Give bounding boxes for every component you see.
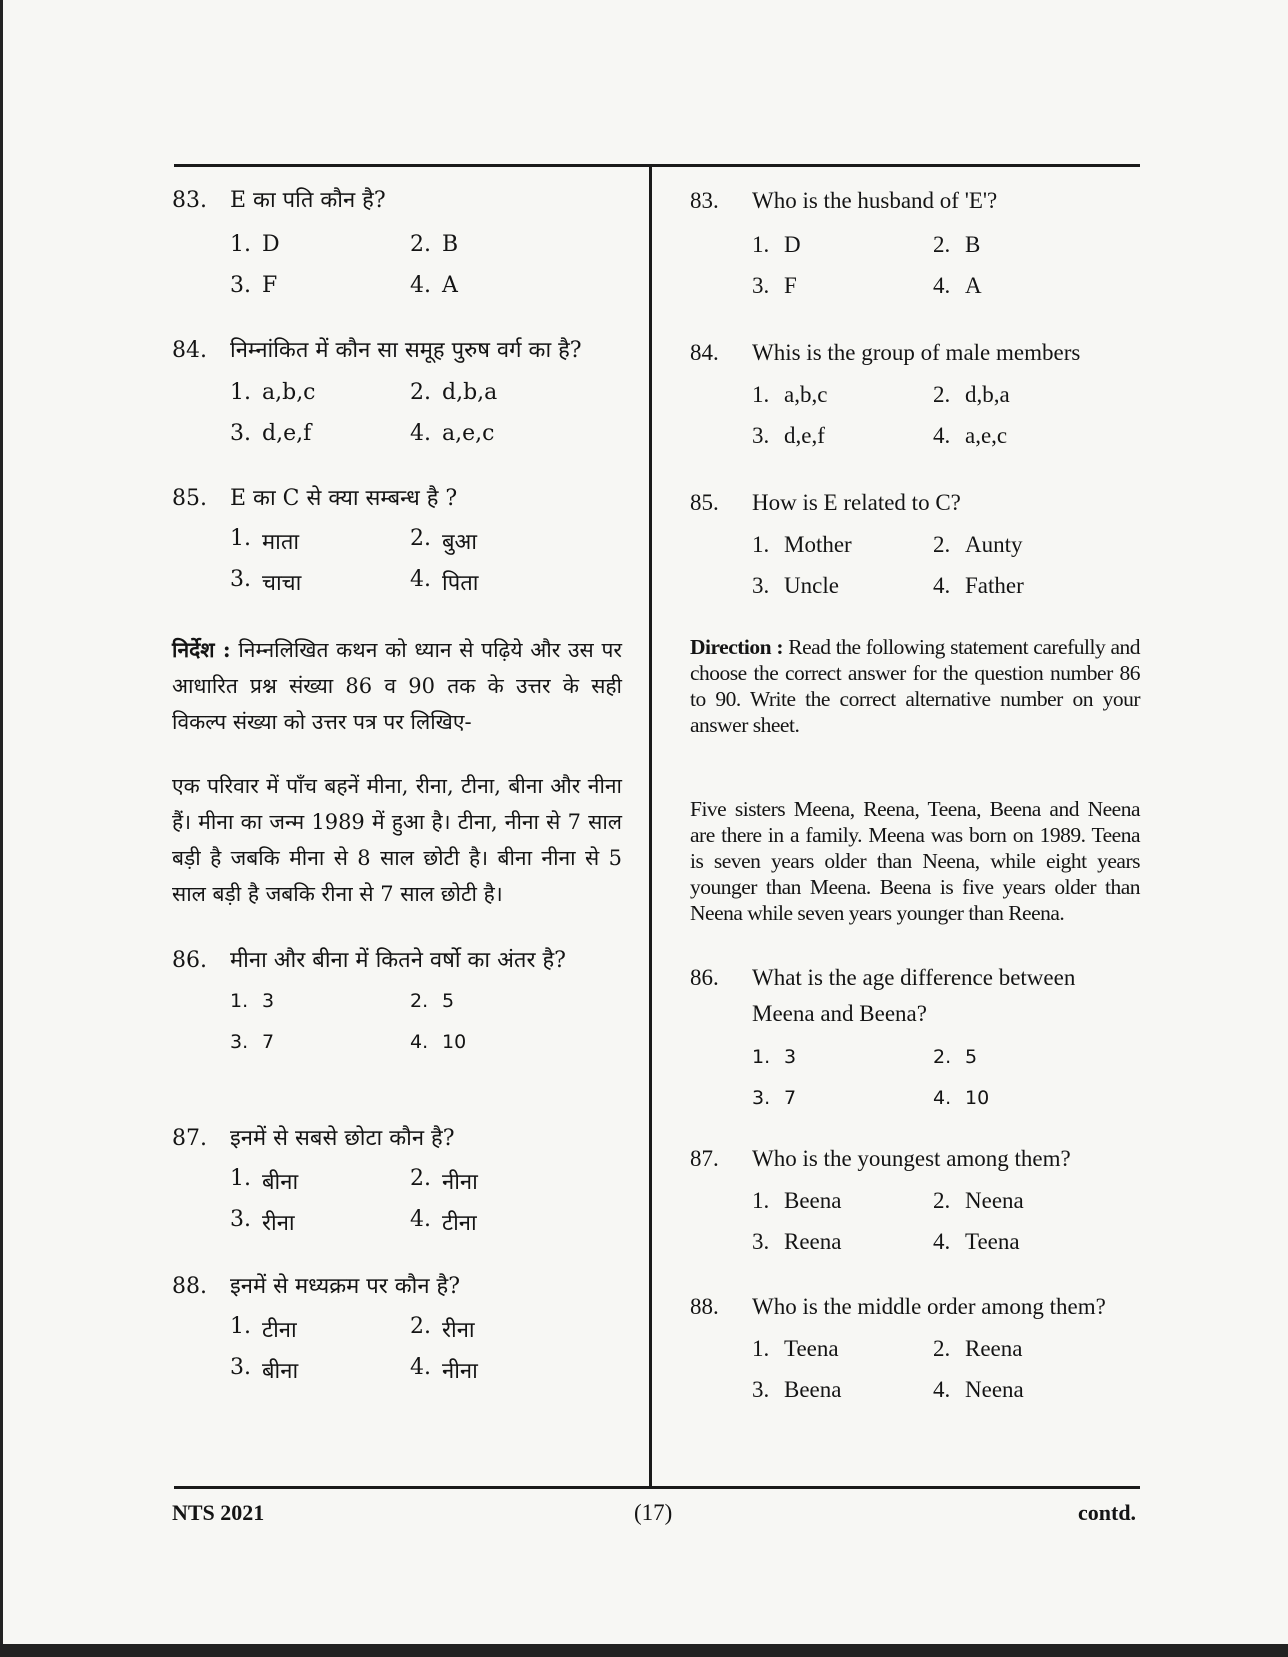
question-86-english — [690, 960, 1140, 1118]
option-1: 1. टीना — [230, 1313, 297, 1343]
option-3: 3. d,e,f — [230, 421, 312, 446]
question-text: How is E related to C? — [752, 490, 961, 515]
option-3: 3. Beena — [752, 1376, 842, 1402]
option-2: 2. Neena — [933, 1187, 1024, 1213]
option-1: 1. a,b,c — [752, 381, 828, 407]
passage-hindi: एक परिवार में पाँच बहनें मीना, रीना, टीना, बीना और नीना हैं। मीना का जन्म 1989 में हुआ है। टीना, नीना से 7 साल बड़ी है जबकि मीना से 8 साल छोटी है। बीना नीना से 5 साल बड़ी है जबकि रीना से 7 साल छोटी है। — [172, 774, 622, 906]
option-1: 1. माता — [230, 525, 300, 555]
option-3: 3. रीना — [230, 1206, 295, 1236]
question-number: 88. — [172, 1274, 207, 1299]
direction-label: निर्देश : — [172, 637, 231, 662]
question-number: 86. — [172, 948, 207, 973]
option-2: 2. B — [933, 231, 981, 257]
option-1: 1. Beena — [752, 1187, 842, 1213]
option-4: 4. A — [933, 272, 982, 298]
footer-exam-name: NTS 2021 — [172, 1500, 265, 1525]
option-3: 3. 7 — [752, 1086, 797, 1109]
question-number: 86. — [690, 965, 719, 990]
option-4: 4. पिता — [410, 566, 479, 596]
question-text: Who is the middle order among them? — [752, 1294, 1106, 1319]
question-number: 85. — [690, 490, 719, 515]
question-85-english — [690, 488, 1140, 606]
question-text: मीना और बीना में कितने वर्षो का अंतर है? — [230, 948, 566, 973]
option-1: 1. D — [752, 231, 801, 257]
question-text: इनमें से सबसे छोटा कौन है? — [230, 1126, 455, 1151]
option-1: 1. Mother — [752, 531, 852, 557]
option-3: 3. d,e,f — [752, 422, 825, 448]
question-number: 87. — [172, 1126, 207, 1151]
question-number: 84. — [690, 340, 719, 365]
question-83-english — [690, 186, 1140, 306]
question-text: Who is the husband of 'E'? — [752, 188, 998, 213]
option-3: 3. F — [752, 272, 797, 298]
option-4: 4. a,e,c — [933, 422, 1008, 448]
option-3: 3. Reena — [752, 1228, 842, 1254]
option-1: 1. बीना — [230, 1165, 299, 1195]
question-87-english — [690, 1144, 1140, 1262]
footer-page-number: (17) — [634, 1500, 673, 1525]
option-1: 1. Teena — [752, 1335, 839, 1361]
option-2: 2. रीना — [410, 1313, 475, 1343]
column-divider — [649, 164, 652, 1488]
direction-label: Direction : — [690, 635, 784, 659]
scan-edge — [0, 0, 3, 1657]
option-4: 4. 10 — [933, 1086, 990, 1109]
question-text: E का C से क्या सम्बन्ध है ? — [230, 486, 458, 511]
question-number: 83. — [690, 188, 719, 213]
option-4: 4. Teena — [933, 1228, 1020, 1254]
option-4: 4. a,e,c — [410, 421, 495, 446]
question-88-hindi — [172, 1272, 622, 1390]
option-3: 3. चाचा — [230, 566, 302, 596]
question-number: 84. — [172, 338, 207, 363]
question-84-hindi — [172, 336, 622, 454]
option-4: 4. नीना — [410, 1354, 478, 1384]
option-2: 2. d,b,a — [410, 380, 498, 405]
direction-english — [690, 634, 1140, 738]
option-2: 2. Reena — [933, 1335, 1023, 1361]
hindi-column — [172, 186, 622, 1390]
option-2: 2. बुआ — [410, 525, 478, 555]
option-4: 4. A — [410, 273, 458, 298]
option-4: 4. Father — [933, 572, 1024, 598]
footer-continued: contd. — [1078, 1500, 1137, 1525]
option-1: 1. 3 — [752, 1045, 797, 1068]
question-text: E का पति कौन है? — [230, 188, 386, 213]
question-number: 83. — [172, 188, 207, 213]
option-2: 2. 5 — [410, 989, 455, 1012]
option-3: 3. 7 — [230, 1030, 275, 1053]
passage-english: Five sisters Meena, Reena, Teena, Beena and Neena are there in a family. Meena was born on 1989. Teena is seven years older than Neena, while eight years younger than Meena. Beena is five years older than Neena while seven years younger than Reena. — [690, 797, 1140, 925]
option-4: 4. Neena — [933, 1376, 1024, 1402]
question-88-english — [690, 1292, 1140, 1410]
question-number: 87. — [690, 1146, 719, 1171]
option-1: 1. 3 — [230, 989, 275, 1012]
option-2: 2. Aunty — [933, 531, 1023, 557]
question-87-hindi — [172, 1124, 622, 1242]
option-3: 3. Uncle — [752, 572, 839, 598]
option-3: 3. बीना — [230, 1354, 299, 1384]
question-84-english — [690, 338, 1140, 456]
question-text: Whis is the group of male members — [752, 340, 1081, 365]
option-4: 4. टीना — [410, 1206, 477, 1236]
question-text: इनमें से मध्यक्रम पर कौन है? — [230, 1274, 461, 1299]
option-4: 4. 10 — [410, 1030, 467, 1053]
option-2: 2. d,b,a — [933, 381, 1010, 407]
question-text: What is the age difference between Meena and Beena? — [752, 965, 1076, 1026]
direction-text: निम्नलिखित कथन को ध्यान से पढ़िये और उस पर आधारित प्रश्न संख्या 86 व 90 तक के उत्तर के सही विकल्प संख्या को उत्तर पत्र पर लिखिए- — [172, 638, 622, 734]
option-1: 1. a,b,c — [230, 380, 316, 405]
question-number: 85. — [172, 486, 207, 511]
option-1: 1. D — [230, 232, 280, 257]
question-86-hindi — [172, 946, 622, 1062]
option-2: 2. B — [410, 232, 459, 257]
question-85-hindi — [172, 484, 622, 602]
option-3: 3. F — [230, 273, 278, 298]
question-text: Who is the youngest among them? — [752, 1146, 1071, 1171]
direction-hindi — [172, 632, 622, 740]
scan-bottom-edge — [0, 1644, 1288, 1657]
direction-text: Read the following statement carefully and choose the correct answer for the question number 86 to 90. Write the correct alternative number on your answer sheet. — [690, 635, 1141, 737]
bottom-rule — [174, 1486, 1140, 1489]
question-text: निम्नांकित में कौन सा समूह पुरुष वर्ग का है? — [230, 338, 582, 363]
question-number: 88. — [690, 1294, 719, 1319]
english-column — [690, 186, 1140, 1410]
option-2: 2. 5 — [933, 1045, 978, 1068]
top-rule — [174, 164, 1140, 167]
option-2: 2. नीना — [410, 1165, 478, 1195]
question-83-hindi — [172, 186, 622, 306]
